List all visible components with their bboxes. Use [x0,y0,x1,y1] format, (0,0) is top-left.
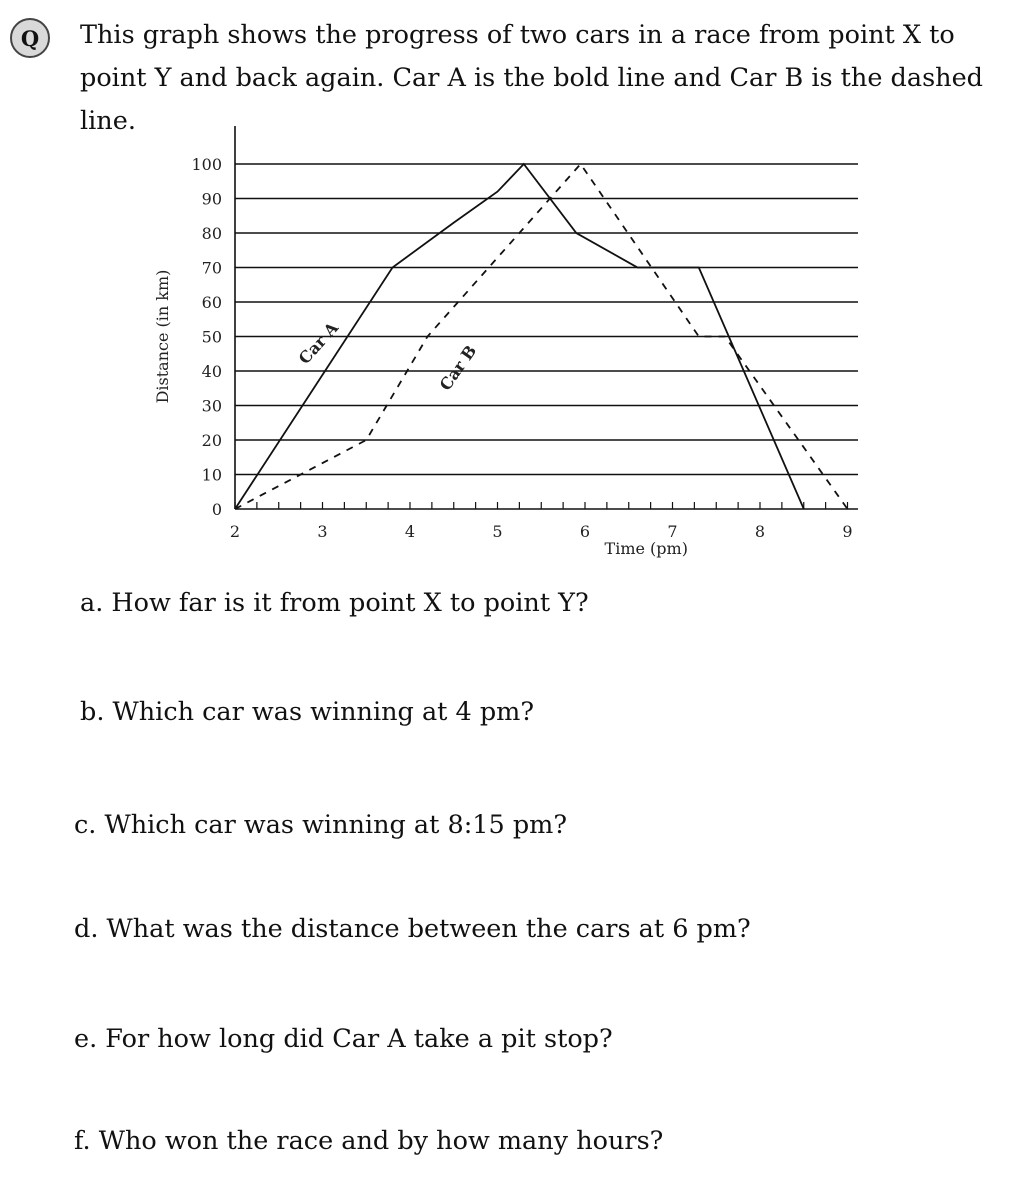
question-d: d. What was the distance between the cars at 6 pm? [74,914,751,944]
x-tick-label: 2 [229,522,241,541]
question-c: c. Which car was winning at 8:15 pm? [74,810,568,840]
y-tick-label: 80 [201,224,222,243]
y-tick-label: 20 [201,431,222,450]
x-axis-title: Time (pm) [604,539,688,558]
x-tick-label: 3 [317,522,328,541]
x-tick-label: 8 [754,522,766,541]
y-tick-label: 70 [201,258,222,278]
x-tick-label: 5 [492,522,503,541]
question-badge: Q [10,18,50,58]
chart-labels [153,270,688,558]
y-tick-label: 100 [191,155,222,174]
x-tick-label: 6 [579,522,591,541]
question-e: e. For how long did Car A take a pit stop? [74,1024,613,1054]
x-tick-label: 9 [842,522,853,541]
race-chart [0,0,1016,580]
question-f: f. Who won the race and by how many hours? [74,1126,664,1156]
y-tick-label: 90 [201,189,222,209]
series-annotation: Car A [294,318,343,368]
y-tick-label: 30 [201,396,222,416]
y-tick-label: 50 [201,327,222,347]
question-b: b. Which car was winning at 4 pm? [80,697,535,727]
chart-ticks [191,155,852,541]
x-tick-label: 7 [667,522,678,541]
y-tick-label: 0 [211,500,222,519]
series-annotation: Car B [435,341,481,395]
chart-axes [235,126,858,509]
y-axis-title: Distance (in km) [153,269,172,404]
y-tick-label: 40 [201,362,222,381]
question-a: a. How far is it from point X to point Y? [80,588,589,618]
y-tick-label: 60 [201,293,222,312]
question-intro: This graph shows the progress of two cars in a race from point X to point Y and back again. Car A is the bold line and Car B is the dashed line. [80,20,983,136]
y-tick-label: 10 [201,465,222,485]
x-tick-label: 4 [404,522,416,541]
